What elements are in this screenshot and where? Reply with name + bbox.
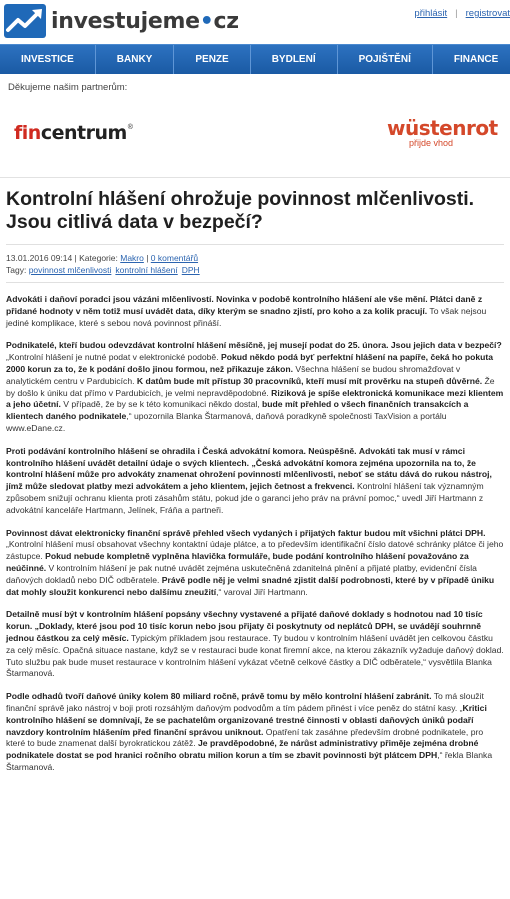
- wustenrot-slogan: přijde vhod: [409, 138, 454, 148]
- bold-text: Pokud někdo podá byť perfektní hlášení na papíře, čeká ho pokuta 2000 korun za to, že k podání došlo jinou formou, než přikazuje zákon.: [6, 352, 494, 374]
- account-links: [406, 8, 510, 19]
- body-text: Všechna hlášení se budou shromažďovat v analytickém centru v Pardubicích.: [6, 363, 461, 386]
- nav-item-banky[interactable]: BANKY: [96, 45, 175, 75]
- logo-wordmark: [51, 9, 239, 34]
- bold-text: bude mít přehled o všech finančních transakcích a klientech daného podnikatele: [6, 399, 469, 422]
- body-text: „Kontrolní hlášení musí obsahovat všechny kontaktní údaje plátce, a to především identifikační číslo datové schránky plátce či jeho zástupce.: [6, 539, 504, 562]
- partners-section: [0, 74, 510, 178]
- article-title: Kontrolní hlášení ohrožuje povinnost mlčenlivosti. Jsou citlivá data v bezpečí?: [6, 188, 504, 245]
- category-prefix: | Kategorie:: [72, 253, 121, 263]
- body-text: To má sloužit finanční správě jako nástroj v boji proti rozsáhlým daňovým podvodům a tím pádem přinést i více peněz do státní kasy. „: [6, 691, 484, 713]
- article: [0, 188, 510, 774]
- bold-text: Povinnost dávat elektronicky finanční správě přehled všech vydaných i přijatých faktur budou mít všichni plátci DPH.: [6, 527, 486, 538]
- logo-name: investujeme: [51, 8, 200, 34]
- site-logo[interactable]: [4, 4, 239, 38]
- article-paragraph: [6, 294, 504, 329]
- article-meta: [6, 252, 504, 264]
- comments-link[interactable]: 0 komentářů: [150, 253, 199, 263]
- registered-mark: ®: [127, 124, 133, 131]
- login-link[interactable]: přihlásit: [414, 8, 448, 19]
- tags-label: Tagy:: [6, 265, 29, 275]
- body-text: Že by došlo k úniku dat přímo v Pardubicích, je velmi nepravděpodobné.: [6, 375, 495, 398]
- partners-label: Děkujeme našim partnerům:: [8, 82, 128, 93]
- nav-item-investice[interactable]: INVESTICE: [0, 45, 96, 75]
- article-paragraph: [6, 446, 504, 517]
- bold-text: Podle odhadů tvoří daňové úniky kolem 80 miliard ročně, právě tomu by mělo kontrolní hlášení zabránit.: [6, 691, 432, 702]
- main-navigation: [0, 44, 510, 74]
- body-text: V případě, že by se k této komunikaci někdo dostal,: [60, 399, 263, 410]
- fincentrum-logo[interactable]: [14, 122, 133, 144]
- body-text: ,“ řekla Blanka Štarmanová.: [6, 750, 493, 772]
- wustenrot-name: wüstenrot: [387, 116, 498, 140]
- bold-text: Riziková je spíše elektronická komunikace mezi klientem a jeho účetní.: [6, 387, 504, 410]
- fincentrum-logo-fin: fin: [14, 122, 41, 144]
- bold-text: Advokáti tak musí v rámci kontrolního hlášení uvádět detailní údaje o svých klientech. „Česká advokátní komora zejména upozornila na to, že kontrolní hlášení může pro advokáty znamenat ohrožení povinnosti mlčenlivosti, neboť se státu dává do rukou nástroj, jímž může sledovat platby mezi advokátem a jeho klientem, jejich četnost a frekvenci.: [6, 445, 492, 492]
- link-separator: |: [455, 8, 458, 19]
- nav-item-pojisteni[interactable]: POJIŠTĚNÍ: [338, 45, 433, 75]
- article-body: [6, 294, 504, 774]
- article-tags: [6, 264, 504, 283]
- bold-text: Podnikatelé, kteří budou odevzdávat kontrolní hlášení měsíčně, jej musejí podat do 25. února. Jsou jejich data v bezpečí?: [6, 340, 502, 351]
- article-paragraph: [6, 528, 504, 599]
- bold-text: K datům bude mít přístup 30 pracovníků, kteří musí mít prověrku na stupeň důvěrné.: [136, 375, 483, 386]
- body-text: Typickým příkladem jsou restaurace. Ty budou v kontrolním hlášení uvádět jen celkovou částku za celý měsíc. Opačná situace nastane, když se v restauraci bude konat firemní akce, na kterou zákazník vyžaduje daňový doklad. Tuto službu pak bude muset restaurace v kontrolním hlášení vykázat včetně celkové částky a DIČ odběratele,“ vysvětlila Blanka Štarmanová.: [6, 632, 504, 679]
- body-text: „Kontrolní hlášení je nutné podat v elektronické podobě.: [6, 352, 221, 363]
- site-header: [0, 0, 510, 44]
- fincentrum-logo-centrum: centrum: [40, 122, 127, 144]
- trend-arrow-icon: [4, 4, 46, 38]
- logo-dot: •: [199, 8, 214, 34]
- wustenrot-logo[interactable]: [387, 116, 498, 148]
- bold-text: Proti podávání kontrolního hlášení se ohradila i Česká advokátní komora. Neúspěšně.: [6, 445, 357, 456]
- article-date: 13.01.2016 09:14: [6, 253, 73, 263]
- article-paragraph: [6, 691, 504, 774]
- nav-item-penze[interactable]: PENZE: [174, 45, 250, 75]
- article-paragraph: [6, 340, 504, 434]
- tag-link[interactable]: kontrolní hlášení: [115, 265, 178, 275]
- tag-link[interactable]: DPH: [181, 265, 200, 275]
- tag-link[interactable]: povinnost mlčenlivosti: [28, 265, 112, 275]
- logo-tld: cz: [213, 8, 239, 34]
- bold-text: Pokud nebude kompletně vyplněna hlavička formuláře, bude podání kontrolního hlášení považováno za neúčinné.: [6, 551, 469, 573]
- meta-separator: |: [143, 253, 151, 263]
- register-link[interactable]: registrovat: [465, 8, 510, 19]
- body-text: ,“ upozornila Blanka Štarmanová, daňová poradkyně společnosti TaxVision a portálu www.eDane.cz.: [6, 411, 447, 433]
- category-link[interactable]: Makro: [120, 253, 144, 263]
- bold-text: Je pravděpodobné, že nárůst administrativy přiměje zejména drobné podnikatele dostat se pod hranici ročního obratu milion korun a tím se zbavit povinnosti být plátcem DPH: [6, 738, 479, 761]
- bold-text: Advokáti i daňoví poradci jsou vázáni mlčenlivostí. Novinka v podobě kontrolního hlášení ale vše mění. Plátci daně z přidané hodnoty v něm totiž musí uvádět data, díky kterým se snadno zjistí, pro koho a za kolik pracují.: [6, 294, 483, 316]
- bold-text: Kritici kontrolního hlášení se domnívají, že se pachatelům organizované trestné činnosti v oblasti daňových úniků podaří navzdory kontrolním hlášením před finanční správou uniknout.: [6, 702, 487, 737]
- body-text: To však nejsou jediné komplikace, které s sebou nová povinnost přináší.: [6, 305, 487, 328]
- body-text: Kontrolní hlášení tak významným způsobem snižují ochranu klienta proti zásahům státu, pokud jde o garanci jeho práv na právní pomoc,“ uvedl Jiří Hartmann z advokátní kanceláře Hartmann, Jelínek, Fráňa a partneři.: [6, 481, 484, 515]
- body-text: V kontrolním hlášení je pak nutné uvádět zejména uskutečněná zdanitelná plnění a přijaté platby, evidenční čísla daňových dokladů nebo DIČ odběratele.: [6, 562, 477, 585]
- bold-text: Detailně musí být v kontrolním hlášení popsány všechny vystavené a přijaté daňové doklady s hodnotou nad 10 tisíc korun. „Doklady, které jsou pod 10 tisíc korun nebo jsou přijaty či poskytnuty od neplátců DPH, se uvádějí souhrnně jednou částkou za celý měsíc.: [6, 609, 483, 643]
- body-text: Opatření tak zasáhne především drobné podnikatele, pro které to bude znamenat další byrokratickou zátěž.: [6, 726, 484, 749]
- nav-item-finance[interactable]: FINANCE: [433, 45, 510, 75]
- body-text: ,“ varoval Jiří Hartmann.: [216, 586, 308, 597]
- bold-text: Právě podle něj je velmi snadné zjistit další podrobnosti, které by v případě úniku dat mohly sloužit konkurenci nebo dalšímu zneužití: [6, 574, 495, 597]
- nav-item-bydleni[interactable]: BYDLENÍ: [251, 45, 338, 75]
- article-paragraph: [6, 609, 504, 680]
